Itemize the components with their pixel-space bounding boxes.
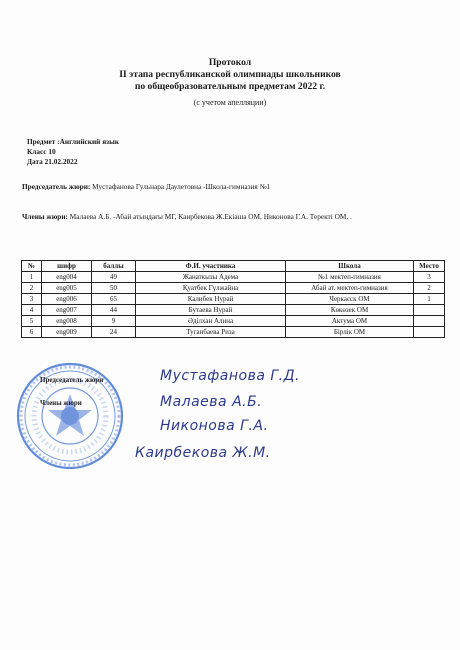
cell-name: Бутаева Нурай	[136, 305, 286, 316]
jury-chair	[22, 182, 442, 192]
protocol-subtitle-2: по общеобразовательным предметам 2022 г.	[134, 81, 326, 92]
chair-label: Председатель жюри:	[22, 182, 91, 191]
cell-school: Бірлік ОМ	[286, 327, 414, 338]
col-header-school: Школа	[286, 261, 414, 272]
cell-code: eng005	[42, 283, 92, 294]
title-block	[0, 57, 460, 108]
cell-school: Көкөзек ОМ	[286, 305, 414, 316]
appeal-note: (с учетом апелляции)	[193, 98, 267, 107]
cell-code: eng004	[42, 272, 92, 283]
col-header-number: №	[22, 261, 42, 272]
cell-code: eng009	[42, 327, 92, 338]
table-row	[22, 327, 445, 338]
col-header-name: Ф.И. участника	[136, 261, 286, 272]
date-line: Дата 21.02.2022	[27, 157, 78, 166]
members-value: Малаева А.Б. -Абай атындағы МГ, Каирбекова Ж.Екіаша ОМ, Никонова Г.А. Теректі ОМ, .	[67, 212, 352, 221]
cell-school: Абай ат. мектеп-гимназия	[286, 283, 414, 294]
cell-score: 44	[92, 305, 136, 316]
cell-code: eng006	[42, 294, 92, 305]
members-label: Члены жюри:	[22, 212, 68, 221]
protocol-subtitle: II этапа республиканской олимпиады школьников	[119, 69, 341, 80]
chair-signature-label: Председатель жюри	[40, 376, 104, 384]
cell-name: Калибек Нурай	[136, 294, 286, 305]
table-row	[22, 294, 445, 305]
cell-place: 2	[414, 283, 445, 294]
cell-score: 49	[92, 272, 136, 283]
cell-school: Черкасск ОМ	[286, 294, 414, 305]
results-table	[21, 260, 445, 338]
col-header-score: баллы	[92, 261, 136, 272]
class-line: Класс 10	[27, 147, 56, 156]
meta-block	[27, 137, 119, 167]
table-row	[22, 316, 445, 327]
cell-score: 9	[92, 316, 136, 327]
cell-code: eng008	[42, 316, 92, 327]
cell-name: Қуатбек Гүлжайна	[136, 283, 286, 294]
table-row	[22, 305, 445, 316]
subject-line: Предмет :Английский язык	[27, 137, 119, 146]
cell-name: Әділхан Алина	[136, 316, 286, 327]
col-header-code: шифр	[42, 261, 92, 272]
cell-number: 6	[22, 327, 42, 338]
chair-value: Мустафанова Гульнара Даулетовна -Школа-гимназия №1	[90, 182, 271, 191]
cell-number: 3	[22, 294, 42, 305]
table-row	[22, 283, 445, 294]
cell-number: 4	[22, 305, 42, 316]
table-row	[22, 272, 445, 283]
cell-number: 2	[22, 283, 42, 294]
signature-chair: Мустафанова Г.Д.	[160, 368, 300, 384]
cell-place	[414, 305, 445, 316]
signature-member-3: Каирбекова Ж.М.	[135, 445, 271, 461]
cell-score: 24	[92, 327, 136, 338]
cell-place	[414, 316, 445, 327]
cell-number: 1	[22, 272, 42, 283]
cell-score: 65	[92, 294, 136, 305]
cell-place: 1	[414, 294, 445, 305]
cell-score: 50	[92, 283, 136, 294]
col-header-place: Место	[414, 261, 445, 272]
cell-place: 3	[414, 272, 445, 283]
cell-name: Туганбаева Риза	[136, 327, 286, 338]
members-signature-label: Члены жюри	[40, 399, 82, 407]
cell-school: Актума ОМ	[286, 316, 414, 327]
protocol-title: Протокол	[208, 57, 252, 68]
cell-name: Жанаткызы Адема	[136, 272, 286, 283]
signature-member-2: Никонова Г.А.	[160, 418, 269, 434]
cell-place	[414, 327, 445, 338]
cell-code: eng007	[42, 305, 92, 316]
signature-member-1: Малаева А.Б.	[160, 394, 263, 410]
cell-number: 5	[22, 316, 42, 327]
cell-school: №1 мектеп-гимназия	[286, 272, 414, 283]
table-header-row	[22, 261, 445, 272]
jury-members	[22, 212, 417, 222]
signature-area	[0, 350, 460, 490]
